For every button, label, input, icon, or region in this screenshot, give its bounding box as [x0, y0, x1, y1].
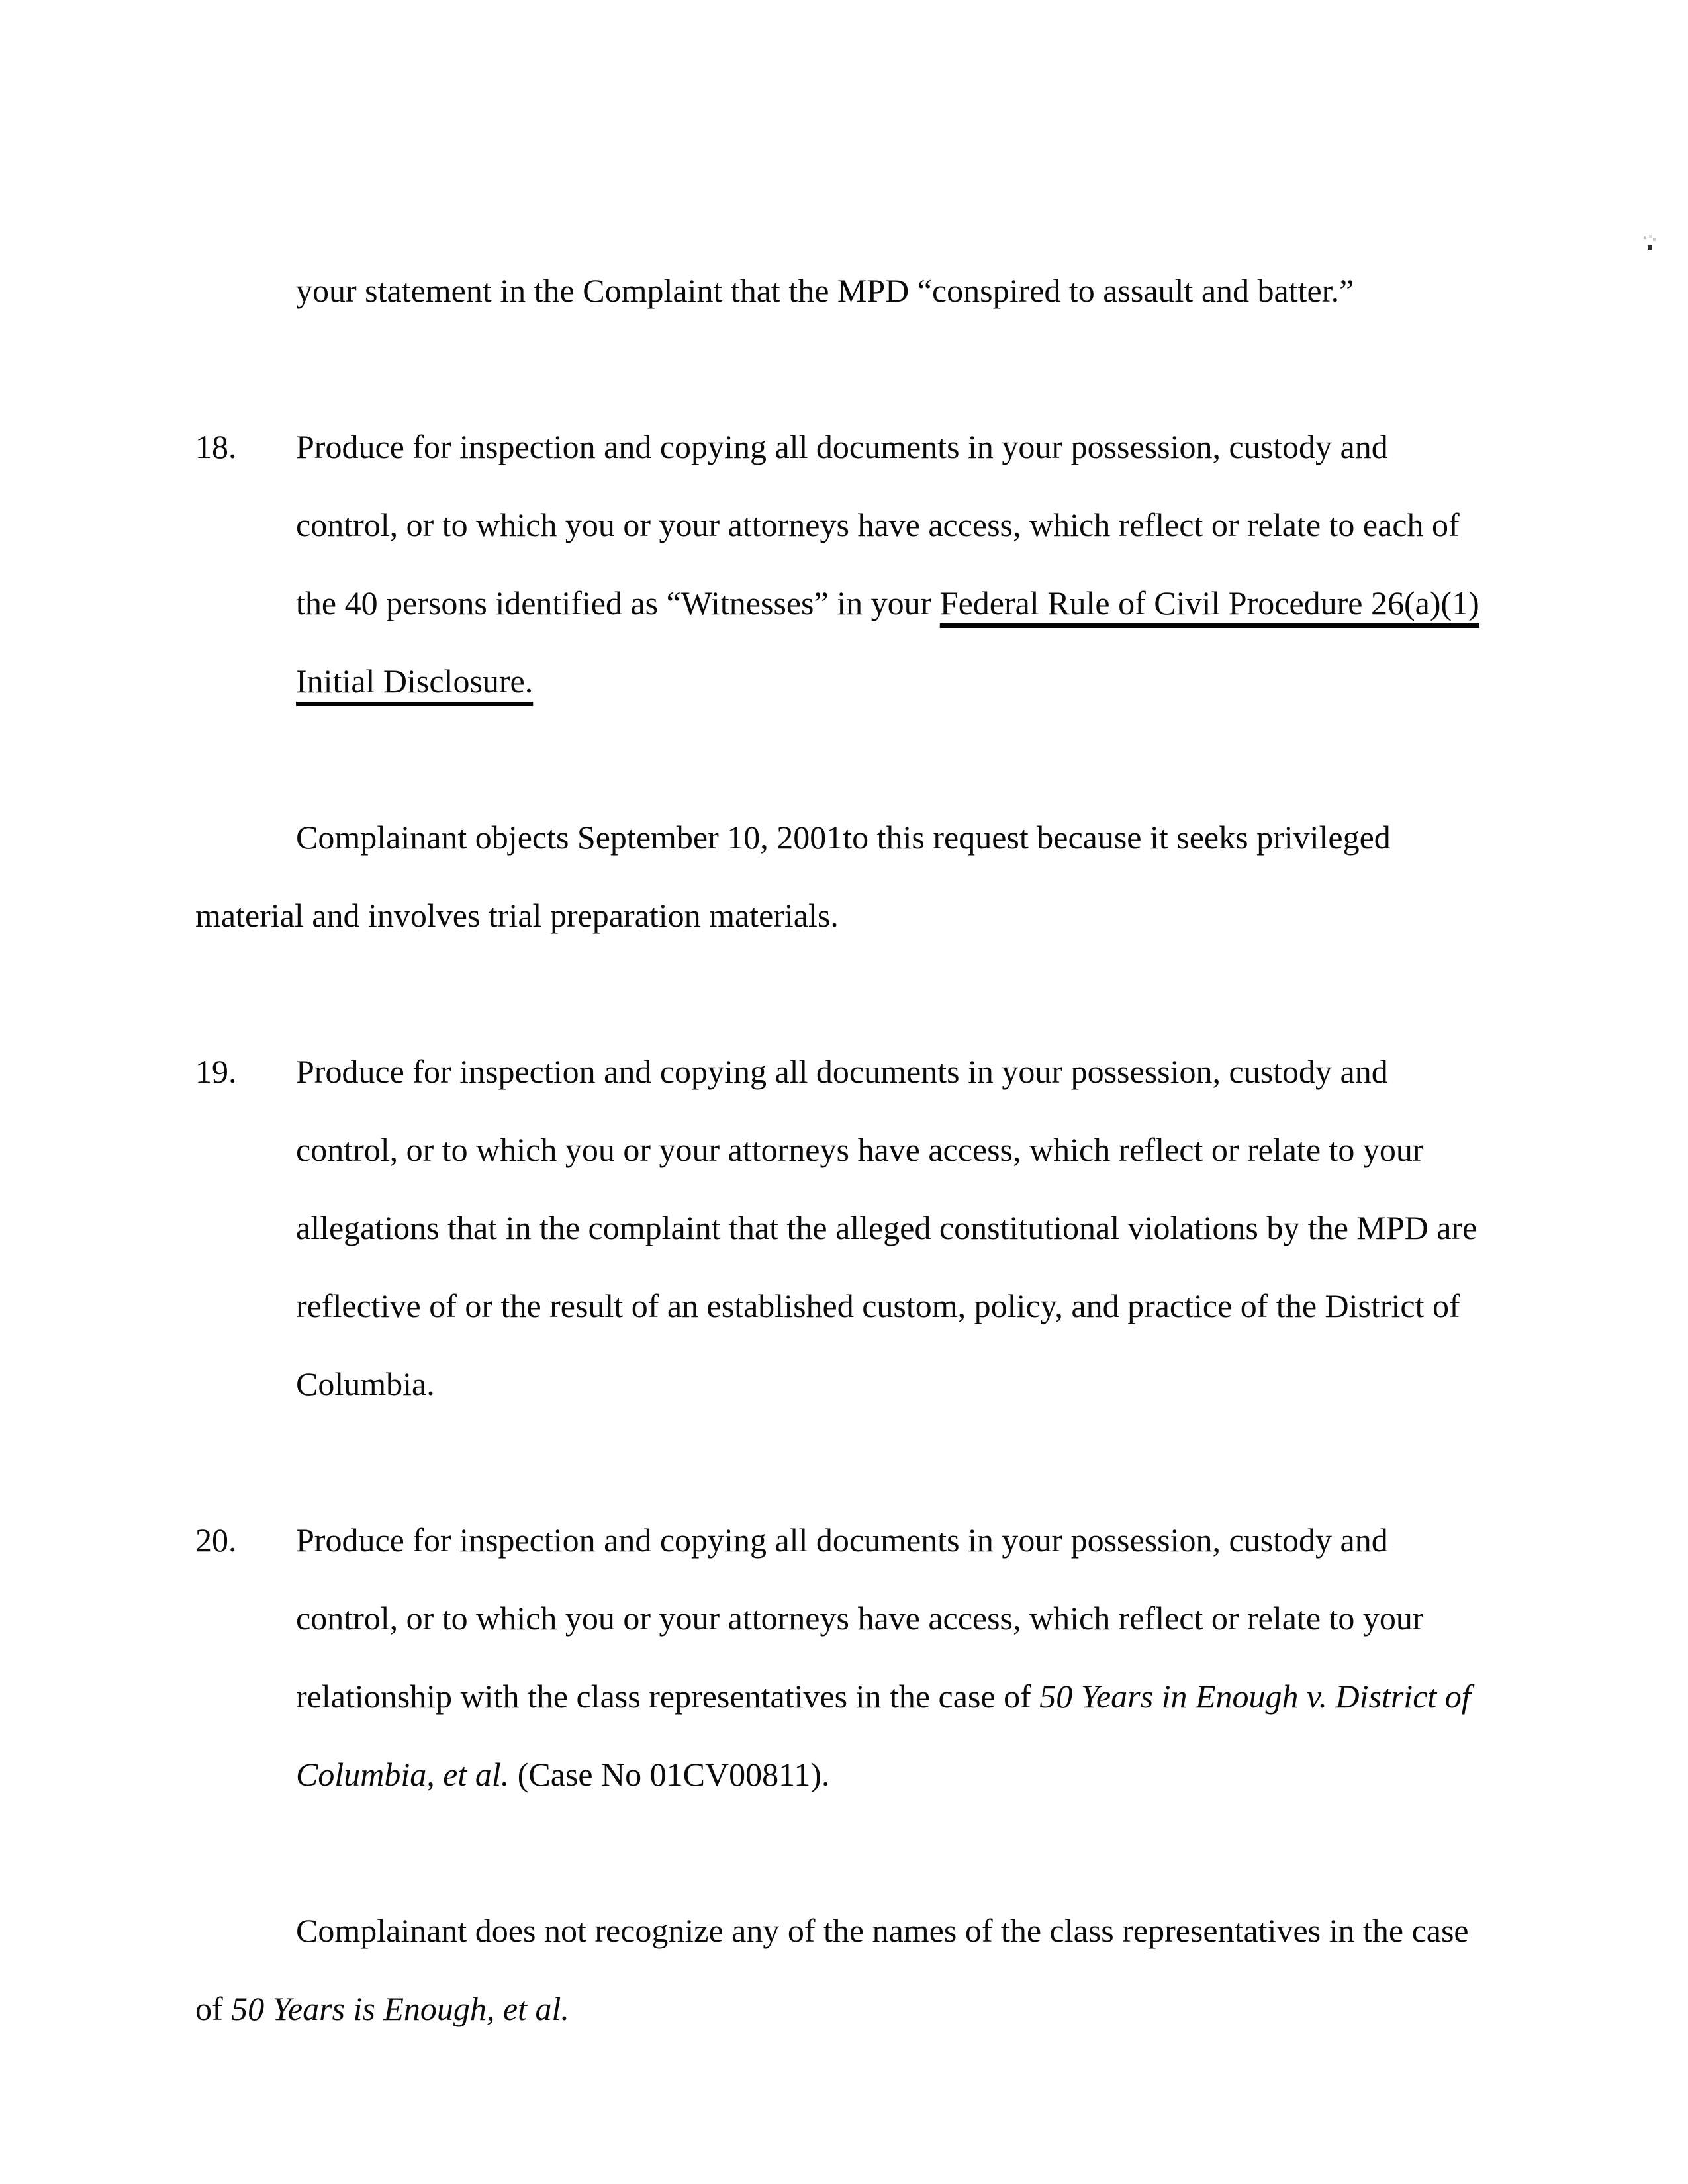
- underlined-citation: Initial Disclosure.: [296, 662, 534, 700]
- response-paragraph: [195, 798, 1559, 954]
- text-segment: Produce for inspection and copying all documents in your possession, custody and: [296, 428, 1388, 465]
- document-line: [296, 251, 1559, 330]
- scan-artifact-dot: [1648, 245, 1652, 250]
- text-segment: of: [195, 1990, 232, 2027]
- document-line: [296, 1032, 1559, 1111]
- document-line: [296, 486, 1559, 564]
- text-segment: allegations that in the complaint that the alleged constitutional violations by the MPD are: [296, 1209, 1477, 1246]
- document-line: [195, 876, 1559, 954]
- document-line: [296, 1267, 1559, 1345]
- text-segment: Produce for inspection and copying all documents in your possession, custody and: [296, 1522, 1388, 1559]
- text-segment: Columbia.: [296, 1365, 435, 1402]
- underlined-citation: Federal Rule of Civil Procedure 26(a)(1): [939, 584, 1479, 621]
- document-line: [296, 408, 1559, 486]
- request-paragraph: [195, 408, 1559, 720]
- document-text: [195, 251, 1559, 2048]
- text-segment: the 40 persons identified as “Witnesses” in your: [296, 584, 940, 621]
- text-segment: your statement in the Complaint that the MPD “conspired to assault and batter.”: [296, 272, 1354, 309]
- document-line: [296, 1891, 1559, 1970]
- document-line: [296, 1345, 1559, 1423]
- document-line: [296, 642, 1559, 720]
- response-paragraph: [195, 1891, 1559, 2048]
- text-segment: Complainant objects September 10, 2001to this request because it seeks privileged: [296, 819, 1391, 856]
- paragraph-number: 19.: [195, 1053, 237, 1090]
- text-segment: reflective of or the result of an established custom, policy, and practice of the District of: [296, 1287, 1460, 1324]
- document-line: [296, 1501, 1559, 1579]
- italic-case-name: Columbia, et al.: [296, 1756, 510, 1793]
- text-segment: (Case No 01CV00811).: [509, 1756, 830, 1793]
- paragraph-number: 20.: [195, 1522, 237, 1559]
- document-line: [296, 1735, 1559, 1813]
- text-segment: control, or to which you or your attorneys have access, which reflect or relate to your: [296, 1131, 1424, 1168]
- document-line: [296, 1657, 1559, 1735]
- request-paragraph: [195, 1501, 1559, 1813]
- italic-case-name: 50 Years in Enough v. District of: [1039, 1678, 1471, 1715]
- document-line: [296, 1189, 1559, 1267]
- italic-case-name: 50 Years is Enough, et al.: [231, 1990, 569, 2027]
- scan-artifact-speck: [1644, 236, 1646, 239]
- document-line: [296, 798, 1559, 876]
- document-line: [296, 1111, 1559, 1189]
- text-segment: control, or to which you or your attorneys have access, which reflect or relate to each of: [296, 506, 1460, 543]
- document-line: [195, 1970, 1559, 2048]
- paragraph-number: 18.: [195, 428, 237, 465]
- text-segment: material and involves trial preparation materials.: [195, 897, 839, 934]
- continuation-paragraph: [195, 251, 1559, 330]
- request-paragraph: [195, 1032, 1559, 1423]
- document-line: [296, 564, 1559, 642]
- text-segment: Produce for inspection and copying all documents in your possession, custody and: [296, 1053, 1388, 1090]
- text-segment: relationship with the class representatives in the case of: [296, 1678, 1040, 1715]
- document-line: [296, 1579, 1559, 1657]
- text-segment: Complainant does not recognize any of the names of the class representatives in the case: [296, 1912, 1469, 1949]
- text-segment: control, or to which you or your attorneys have access, which reflect or relate to your: [296, 1600, 1424, 1637]
